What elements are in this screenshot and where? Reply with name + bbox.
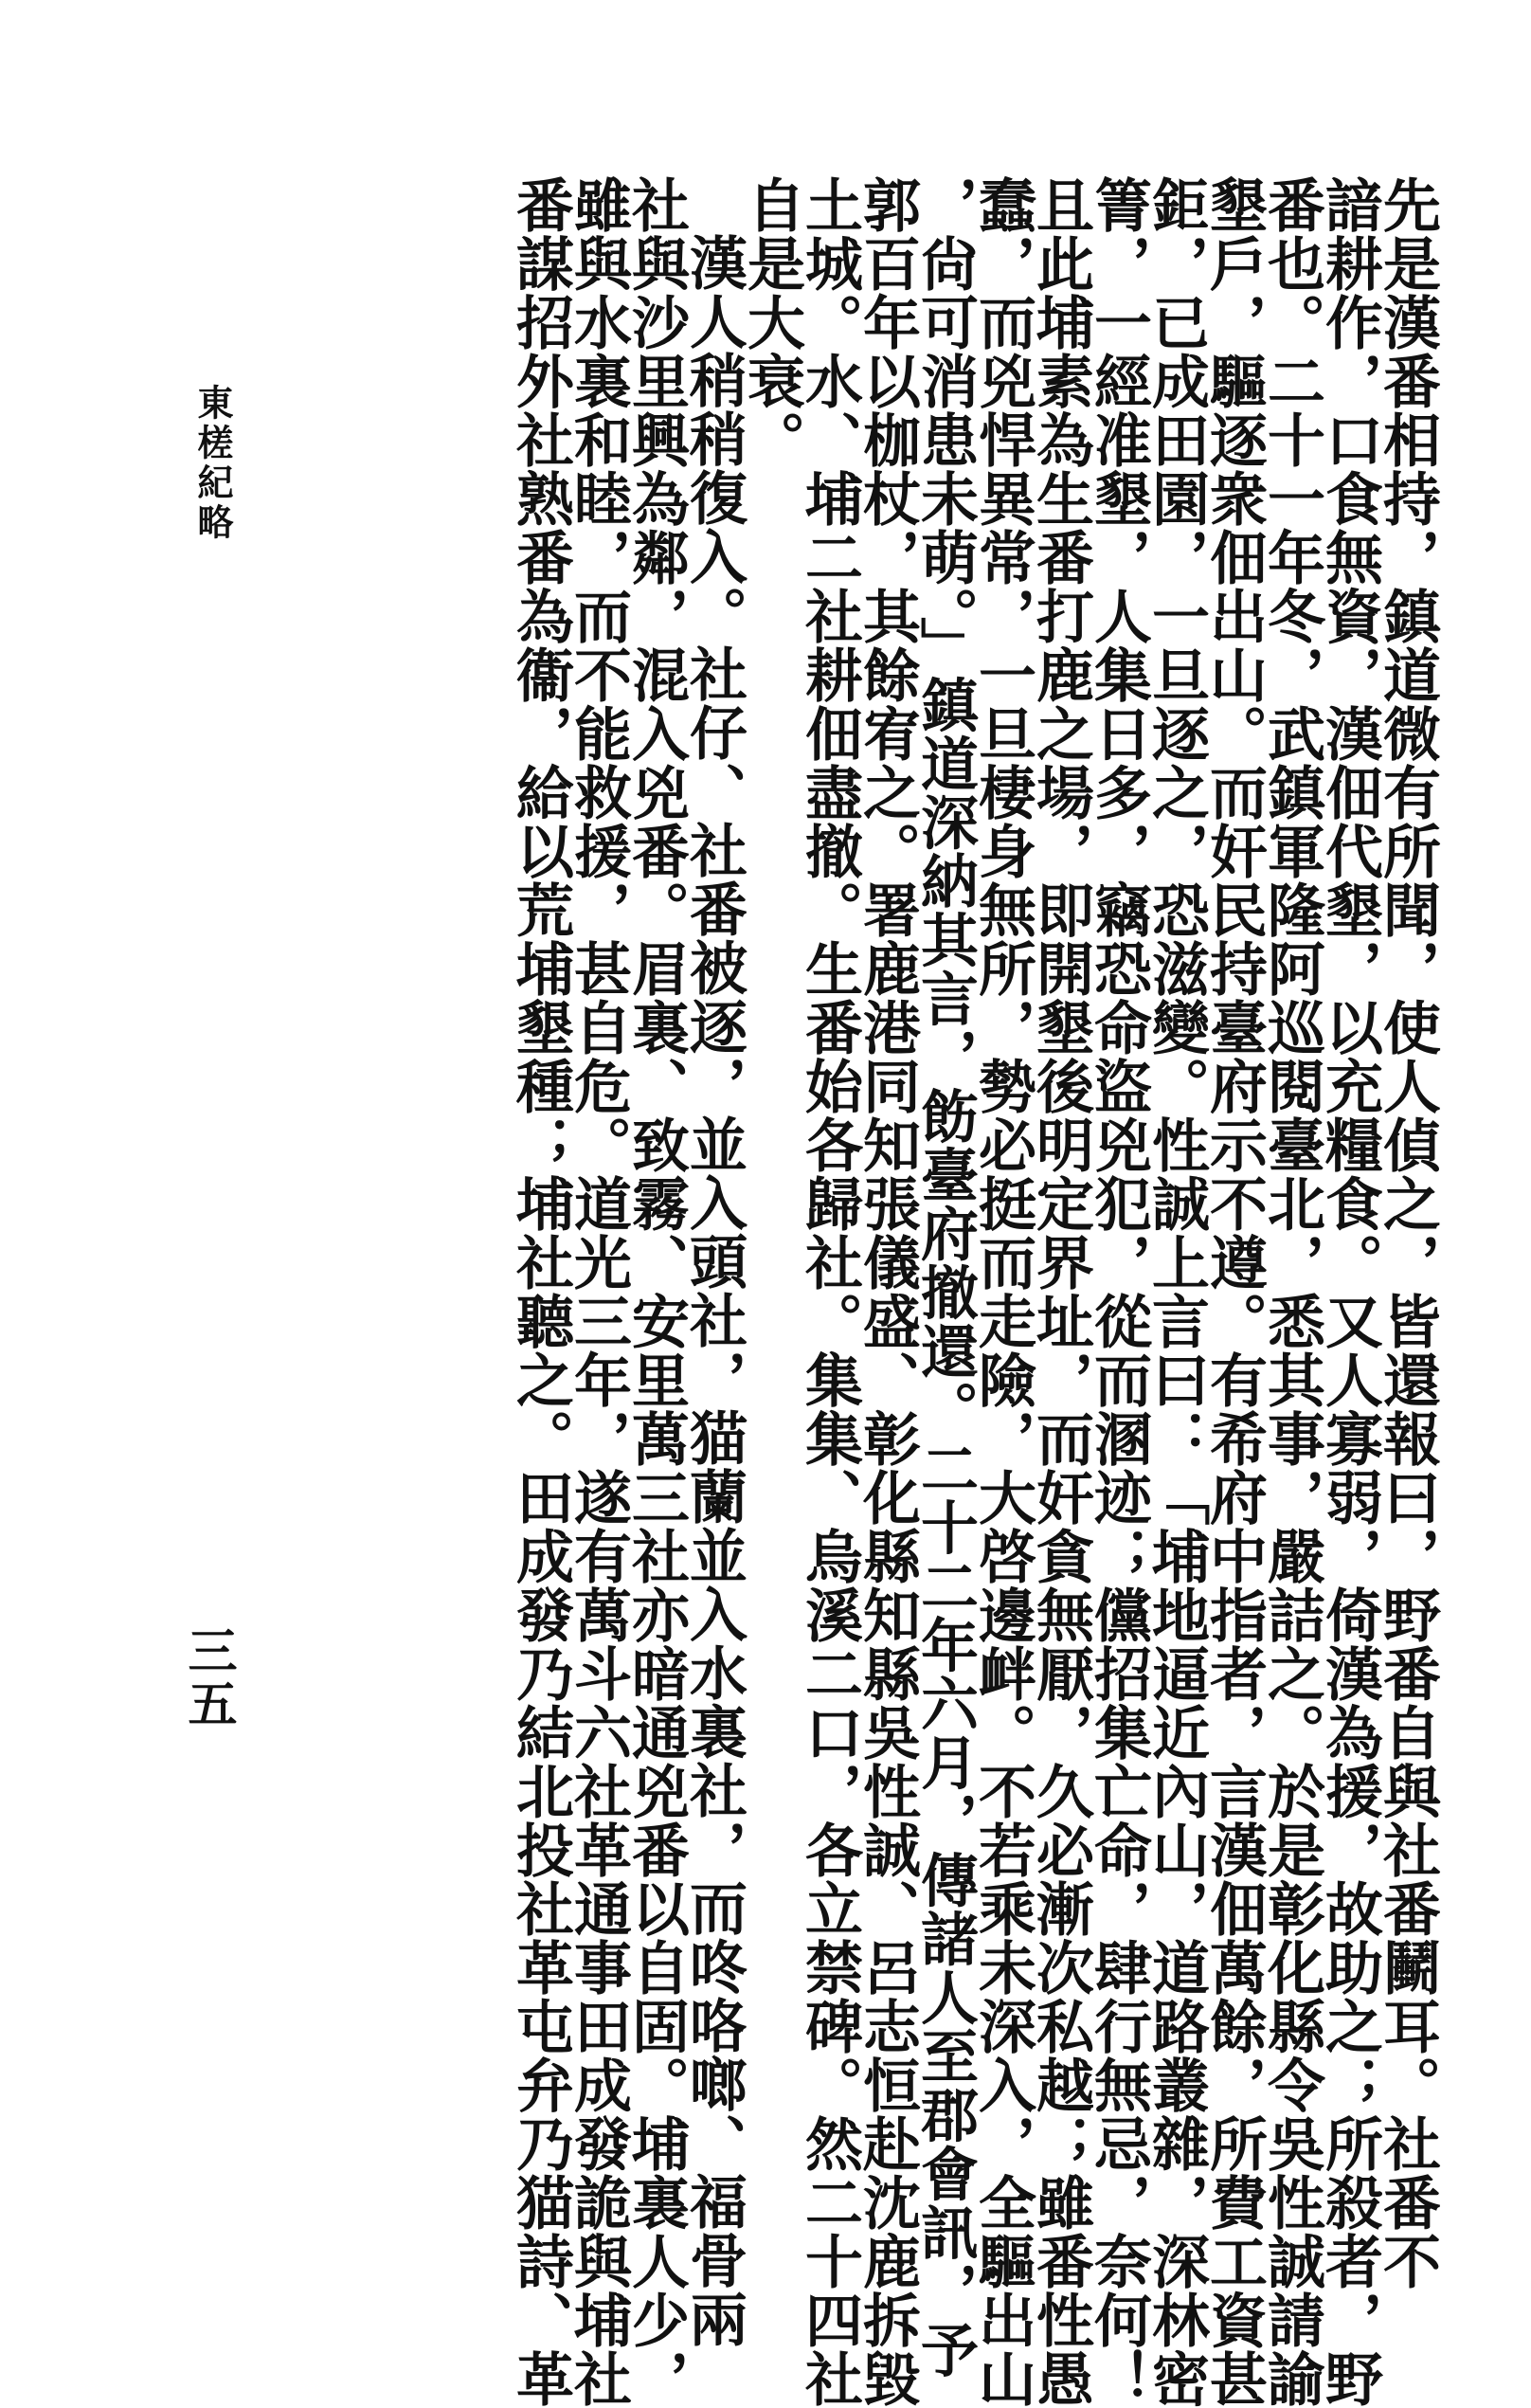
running-header-title: 東槎紀略 [191, 384, 234, 543]
text-column-15: 雖與水裏和睦，而不能救援，甚自危。道光三年，遂有萬斗六社革通事田成發詭與埔社 [565, 175, 632, 2408]
text-column-2: 諳耕作，口食無資，漢佃代墾，以充糧食。又人寡弱，倚漢為援，故助之；所殺者，野 [1316, 175, 1383, 2408]
text-column-12: 自是大衰。 [738, 175, 805, 469]
text-column-14: 社與沙里興為鄰，混入兇番。眉裏、致霧、安里萬三社亦暗通兇番以自固。埔裏人少， [622, 175, 690, 2408]
text-column-4: 墾戶，驅逐衆佃出山。而奸民持臺府示不遵。有希府中指者，言漢佃萬餘，所費工資甚 [1200, 175, 1268, 2408]
text-column-11: 土城。水、埔二社耕佃盡撤。生番始各歸社。集集、烏溪二口，各立禁碑。然二十四社 [796, 175, 863, 2408]
text-column-8: 蠢，而兇悍異常，一旦棲身無所，勢必挺而走險，大啓邊衅。不若乘未深入，全驅出山 [969, 175, 1036, 2408]
text-column-6: 箐，一經准墾，人集日多，竊恐命盜兇犯，從而溷迹；儻招集亡命，肆行無忌，奈何！ [1085, 175, 1152, 2408]
text-column-16: 番謀招外社熟番為衞，給以荒埔墾種；埔社聽之。田成發乃結北投社革屯弁乃猫詩、革 [507, 175, 574, 2408]
page-number: 三五 [179, 1625, 237, 1731]
text-column-10: 郭百年以枷杖，其餘宥之。署鹿港同知張儀盛、彰化縣知縣吳性誠、呂志恒赴沈鹿拆毀 [854, 175, 921, 2408]
text-column-3: 番也。二十一年冬，武鎮軍隆阿巡閱臺北，悉其事，嚴詰之。於是彰化縣令吳性誠請諭 [1258, 175, 1325, 2408]
text-column-13: 漢人稍稍復入。社仔、社番被逐，並入頭社，猫蘭並入水裏社，而咚咯啷、福骨兩 [680, 233, 747, 2348]
text-column-5: 鉅，已成田園，一旦逐之，恐滋變。性誠上言曰：「埔地逼近內山，道路叢雜，深林密 [1143, 175, 1210, 2408]
text-column-7: 且此埔素為生番打鹿之場，即開墾後明定界址，而奸貪無厭，久必漸次私越；雖番性愚 [1027, 175, 1094, 2408]
text-column-1: 先是漢番相持，鎮道微有所聞，使人偵之，皆還報曰，野番自與社番鬭耳。社番不 [1374, 175, 1441, 2290]
text-column-9: ，尙可消患未萌。」鎮道深納其言，飭臺府撤還。二十二年六月，傳諸人至郡會訊，予 [911, 175, 979, 2380]
